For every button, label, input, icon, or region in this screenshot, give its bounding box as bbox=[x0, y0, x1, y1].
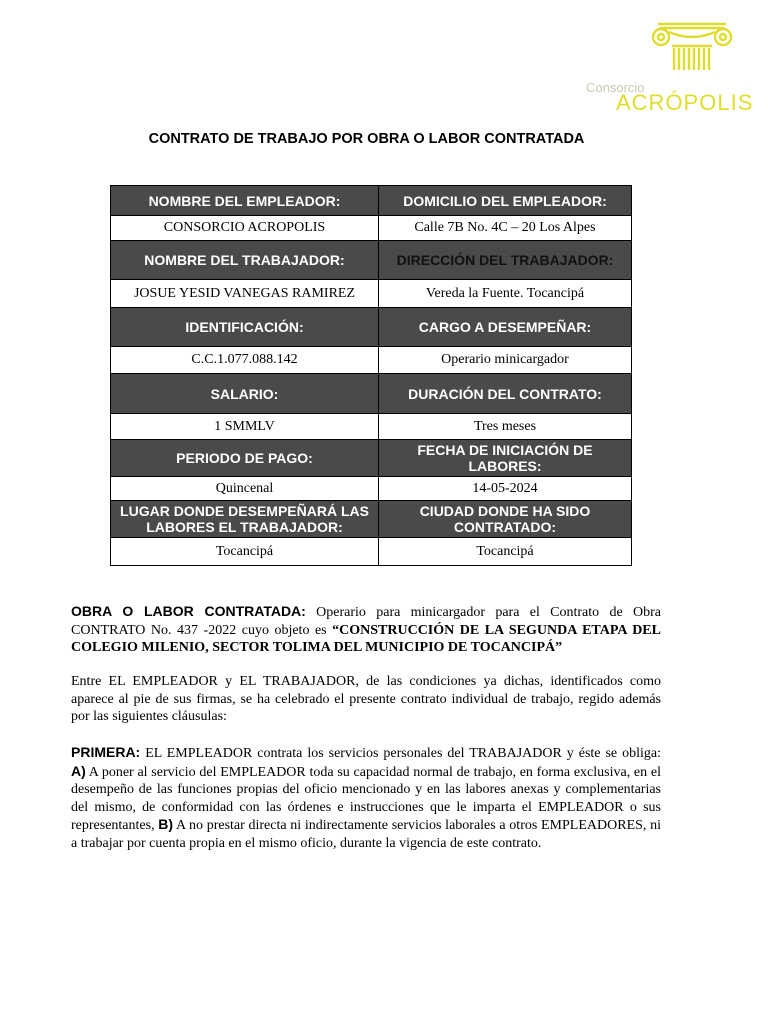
start-date-label: FECHA DE INICIACIÓN DE LABORES: bbox=[379, 440, 632, 477]
contract-info-table bbox=[110, 185, 632, 566]
ionic-column-icon bbox=[648, 18, 736, 76]
primera-a-label: A) bbox=[71, 762, 86, 779]
table-row bbox=[111, 538, 632, 566]
primera-label: PRIMERA: bbox=[71, 744, 141, 760]
obra-paragraph bbox=[71, 603, 661, 657]
table-row bbox=[111, 501, 632, 538]
obra-object: “CONSTRUCCIÓN DE LA SEGUNDA ETAPA DEL COLEGIO MILENIO, SECTOR TOLIMA DEL MUNICIPIO DE TOCANCIPÁ” bbox=[71, 622, 661, 655]
table-row bbox=[111, 186, 632, 216]
logo-name: ACRÓPOLIS bbox=[616, 90, 754, 115]
hire-city-value: Tocancipá bbox=[379, 538, 632, 566]
employer-name-label: NOMBRE DEL EMPLEADOR: bbox=[111, 186, 379, 216]
salary-value: 1 SMMLV bbox=[111, 414, 379, 440]
company-logo bbox=[584, 18, 754, 118]
table-row bbox=[111, 347, 632, 374]
id-label: IDENTIFICACIÓN: bbox=[111, 308, 379, 347]
position-label: CARGO A DESEMPEÑAR: bbox=[379, 308, 632, 347]
primera-text-3: A no prestar directa ni indirectamente servicios laborales a otros EMPLEADORES, ni a trabajar por cuenta propia en el mismo oficio, durante la vigencia de este contrato. bbox=[71, 818, 661, 851]
table-row bbox=[111, 414, 632, 440]
table-row bbox=[111, 216, 632, 241]
position-value: Operario minicargador bbox=[379, 347, 632, 374]
worker-address-value: Vereda la Fuente. Tocancipá bbox=[379, 280, 632, 308]
work-place-label: LUGAR DONDE DESEMPEÑARÁ LAS LABORES EL TRABAJADOR: bbox=[111, 501, 379, 538]
worker-name-value: JOSUE YESID VANEGAS RAMIREZ bbox=[111, 280, 379, 308]
worker-name-label: NOMBRE DEL TRABAJADOR: bbox=[111, 241, 379, 280]
primera-b-label: B) bbox=[158, 816, 174, 832]
pay-period-value: Quincenal bbox=[111, 477, 379, 501]
worker-address-label: DIRECCIÓN DEL TRABAJADOR: bbox=[379, 241, 632, 280]
employer-address-value: Calle 7B No. 4C – 20 Los Alpes bbox=[379, 216, 632, 241]
work-place-value: Tocancipá bbox=[111, 538, 379, 566]
pay-period-label: PERIODO DE PAGO: bbox=[111, 440, 379, 477]
logo-subtitle: Consorcio bbox=[586, 80, 645, 95]
id-value: C.C.1.077.088.142 bbox=[111, 347, 379, 374]
table-row bbox=[111, 308, 632, 347]
intro-paragraph: Entre EL EMPLEADOR y EL TRABAJADOR, de las condiciones ya dichas, identificados como aparece al pie de sus firmas, se ha celebrado el presente contrato individual de trabajo, regido además por las siguientes cláusulas: bbox=[71, 674, 661, 724]
duration-label: DURACIÓN DEL CONTRATO: bbox=[379, 374, 632, 414]
primera-text-1: EL EMPLEADOR contrata los servicios personales del TRABAJADOR y éste se obliga: bbox=[140, 746, 661, 761]
salary-label: SALARIO: bbox=[111, 374, 379, 414]
table-row bbox=[111, 440, 632, 477]
start-date-value: 14-05-2024 bbox=[379, 477, 632, 501]
employer-address-label: DOMICILIO DEL EMPLEADOR: bbox=[379, 186, 632, 216]
table-row bbox=[111, 374, 632, 414]
obra-label: OBRA O LABOR CONTRATADA: bbox=[71, 603, 306, 619]
table-row bbox=[111, 477, 632, 501]
table-row bbox=[111, 241, 632, 280]
page-title: CONTRATO DE TRABAJO POR OBRA O LABOR CONTRATADA bbox=[148, 131, 585, 147]
primera-text-2: A poner al servicio del EMPLEADOR toda su capacidad normal de trabajo, en forma exclusiva, en el desempeño de las funciones propias del oficio mencionado y en las labores anexas y complementarias del mismo, de conformidad con las órdenes e instrucciones que le imparta el EMPLEADOR o sus representantes, bbox=[71, 764, 661, 833]
table-row bbox=[111, 280, 632, 308]
duration-value: Tres meses bbox=[379, 414, 632, 440]
obra-text: Operario para minicargador para el Contrato de Obra CONTRATO No. 437 -2022 cuyo objeto es bbox=[71, 605, 661, 638]
employer-name-value: CONSORCIO ACROPOLIS bbox=[111, 216, 379, 241]
clause-primera bbox=[71, 744, 661, 852]
hire-city-label: CIUDAD DONDE HA SIDO CONTRATADO: bbox=[379, 501, 632, 538]
